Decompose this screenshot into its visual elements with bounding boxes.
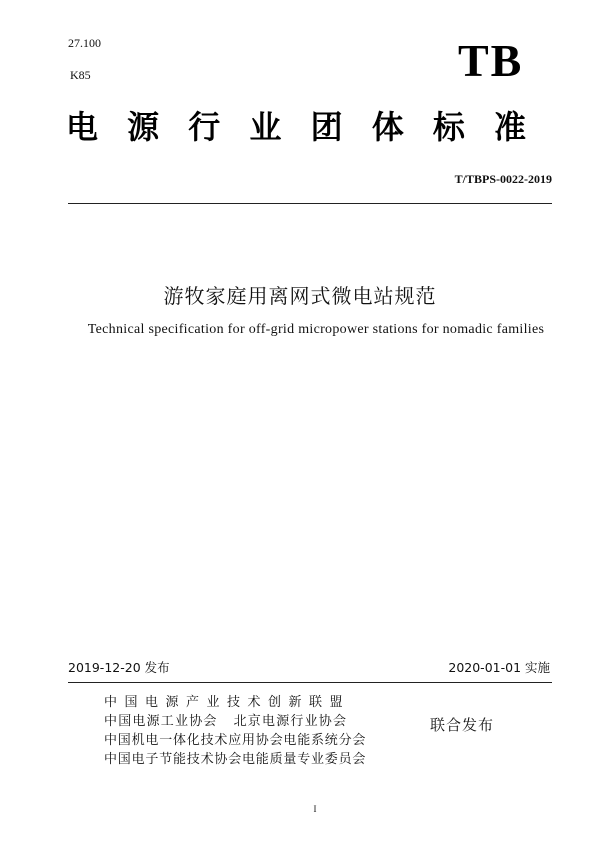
- header-divider: [68, 203, 552, 204]
- standard-category: 电 源 行 业 团 体 标 准: [66, 108, 535, 146]
- publisher-list: [104, 693, 366, 769]
- standard-number: T/TBPS-0022-2019: [454, 172, 552, 186]
- ics-code: 27.100: [68, 36, 101, 50]
- chinese-title: 游牧家庭用离网式微电站规范: [163, 284, 437, 308]
- english-title: Technical specification for off-grid micropower stations for nomadic families: [87, 322, 545, 337]
- footer-divider: [68, 682, 552, 683]
- tb-logo: TB: [458, 35, 524, 86]
- publisher-name: 中国机电一体化技术应用协会电能系统分会: [104, 733, 367, 748]
- publisher-name: 中国电子节能技术协会电能质量专业委员会: [104, 752, 367, 767]
- publisher-name: 中国电源产业技术创新联盟: [104, 695, 351, 710]
- joint-release-label: 联合发布: [430, 716, 495, 734]
- publisher-name: 中国电源工业协会 北京电源行业协会: [104, 714, 348, 729]
- issue-date: 2019-12-20 发布: [68, 660, 170, 675]
- page-number: I: [313, 804, 317, 814]
- ccs-code: K85: [70, 68, 91, 82]
- implementation-date: 2020-01-01 实施: [448, 660, 550, 675]
